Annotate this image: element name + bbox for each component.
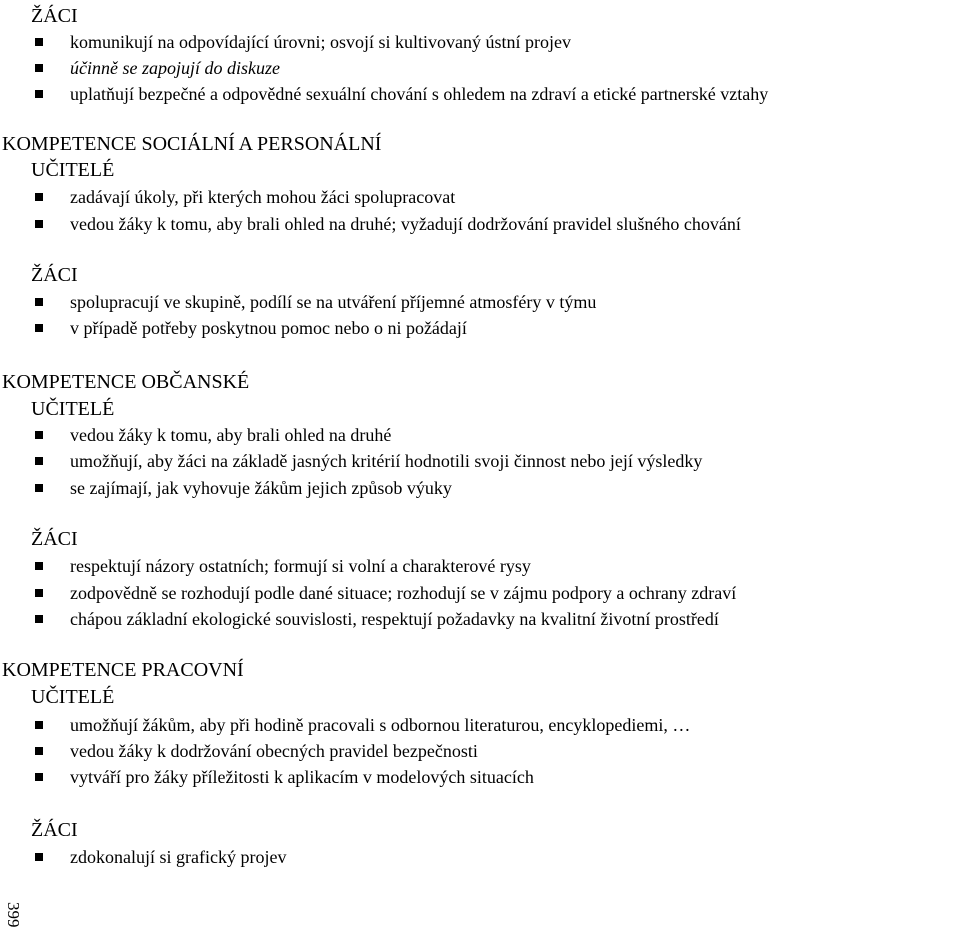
square-bullet-icon xyxy=(35,90,43,98)
list-item-text: vedou žáky k dodržování obecných pravidel bezpečnosti xyxy=(70,741,478,761)
square-bullet-icon xyxy=(35,562,43,570)
list-item-text: vedou žáky k tomu, aby brali ohled na druhé; vyžadují dodržování pravidel slušného chování xyxy=(70,214,741,234)
square-bullet-icon xyxy=(35,38,43,46)
section-heading: KOMPETENCE PRACOVNÍ xyxy=(2,659,244,681)
list-item-text: vedou žáky k tomu, aby brali ohled na druhé xyxy=(70,425,392,445)
square-bullet-icon xyxy=(35,773,43,781)
square-bullet-icon xyxy=(35,457,43,465)
list-item-text: účinně se zapojují do diskuze xyxy=(70,58,280,78)
role-heading-zaci: ŽÁCI xyxy=(31,528,78,550)
square-bullet-icon xyxy=(35,193,43,201)
list-item-text: se zajímají, jak vyhovuje žákům jejich způsob výuky xyxy=(70,478,452,498)
role-heading-zaci: ŽÁCI xyxy=(31,264,78,286)
role-heading-ucitele: UČITELÉ xyxy=(31,159,115,181)
square-bullet-icon xyxy=(35,220,43,228)
list-item-text: respektují názory ostatních; formují si volní a charakterové rysy xyxy=(70,556,531,576)
list-item-text: umožňují, aby žáci na základě jasných kritérií hodnotili svoji činnost nebo její výsledky xyxy=(70,451,703,471)
role-heading-zaci: ŽÁCI xyxy=(31,819,78,841)
square-bullet-icon xyxy=(35,721,43,729)
square-bullet-icon xyxy=(35,615,43,623)
list-item-text: zdokonalují si grafický projev xyxy=(70,847,287,867)
section-heading: KOMPETENCE SOCIÁLNÍ A PERSONÁLNÍ xyxy=(2,133,382,155)
square-bullet-icon xyxy=(35,324,43,332)
square-bullet-icon xyxy=(35,747,43,755)
list-item-text: zodpovědně se rozhodují podle dané situace; rozhodují se v zájmu podpory a ochrany zdraví xyxy=(70,583,737,603)
page-number: 399 xyxy=(4,902,23,928)
square-bullet-icon xyxy=(35,589,43,597)
list-item-text: uplatňují bezpečné a odpovědné sexuální chování s ohledem na zdraví a etické partnerské vztahy xyxy=(70,84,769,104)
square-bullet-icon xyxy=(35,853,43,861)
list-item-text: v případě potřeby poskytnou pomoc nebo o ni požádají xyxy=(70,318,467,338)
list-item-text: spolupracují ve skupině, podílí se na utváření příjemné atmosféry v týmu xyxy=(70,292,597,312)
list-item-text: zadávají úkoly, při kterých mohou žáci spolupracovat xyxy=(70,187,456,207)
list-item-text: chápou základní ekologické souvislosti, respektují požadavky na kvalitní životní prostředí xyxy=(70,609,719,629)
square-bullet-icon xyxy=(35,431,43,439)
role-heading-ucitele: UČITELÉ xyxy=(31,398,115,420)
square-bullet-icon xyxy=(35,484,43,492)
list-item-text: komunikují na odpovídající úrovni; osvojí si kultivovaný ústní projev xyxy=(70,32,571,52)
list-item-text: vytváří pro žáky příležitosti k aplikacím v modelových situacích xyxy=(70,767,534,787)
section-heading: KOMPETENCE OBČANSKÉ xyxy=(2,371,250,393)
role-heading-zaci: ŽÁCI xyxy=(31,5,78,27)
square-bullet-icon xyxy=(35,64,43,72)
square-bullet-icon xyxy=(35,298,43,306)
role-heading-ucitele: UČITELÉ xyxy=(31,686,115,708)
list-item-text: umožňují žákům, aby při hodině pracovali s odbornou literaturou, encyklopediemi, … xyxy=(70,715,691,735)
